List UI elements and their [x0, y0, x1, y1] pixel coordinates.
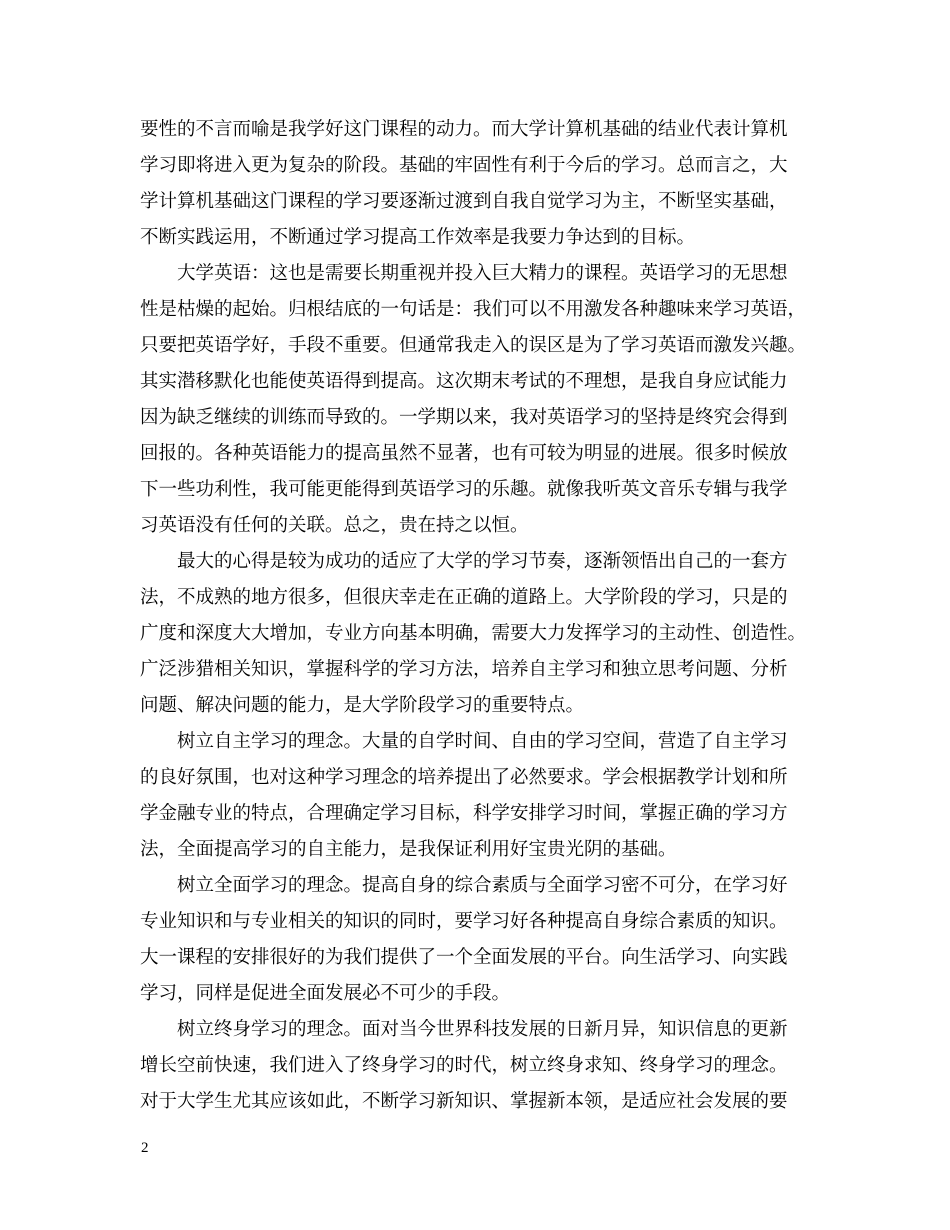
- text-line: 不断实践运用，不断通过学习提高工作效率是我要力争达到的目标。: [140, 227, 696, 248]
- text-line: 广度和深度大大增加，专业方向基本明确，需要大力发挥学习的主动性、创造性。: [140, 623, 807, 644]
- text-line: 学金融专业的特点，合理确定学习目标，科学安排学习时间，掌握正确的学习方: [140, 803, 788, 824]
- text-line: 其实潜移默化也能使英语得到提高。这次期末考试的不理想，是我自身应试能力: [140, 371, 788, 392]
- text-line: 树立自主学习的理念。大量的自学时间、自由的学习空间，营造了自主学习: [140, 731, 788, 752]
- text-line: 问题、解决问题的能力，是大学阶段学习的重要特点。: [140, 695, 585, 716]
- text-line: 法，不成熟的地方很多，但很庆幸走在正确的道路上。大学阶段的学习，只是的: [140, 587, 788, 608]
- text-line: 的良好氛围，也对这种学习理念的培养提出了必然要求。学会根据教学计划和所: [140, 767, 788, 788]
- text-line: 回报的。各种英语能力的提高虽然不显著，也有可较为明显的进展。很多时候放: [140, 443, 788, 464]
- text-line: 广泛涉猎相关知识，掌握科学的学习方法，培养自主学习和独立思考问题、分析: [140, 659, 788, 680]
- text-line: 只要把英语学好，手段不重要。但通常我走入的误区是为了学习英语而激发兴趣。: [140, 335, 807, 356]
- text-line: 学计算机基础这门课程的学习要逐渐过渡到自我自觉学习为主，不断坚实基础，: [140, 191, 788, 212]
- text-line: 习英语没有任何的关联。总之，贵在持之以恒。: [140, 515, 529, 536]
- text-line: 学习，同样是促进全面发展必不可少的手段。: [140, 983, 511, 1004]
- text-line: 因为缺乏继续的训练而导致的。一学期以来，我对英语学习的坚持是终究会得到: [140, 407, 788, 428]
- text-line: 学习即将进入更为复杂的阶段。基础的牢固性有利于今后的学习。总而言之，大: [140, 155, 788, 176]
- text-line: 下一些功利性，我可能更能得到英语学习的乐趣。就像我听英文音乐专辑与我学: [140, 479, 788, 500]
- text-line: 专业知识和与专业相关的知识的同时，要学习好各种提高自身综合素质的知识。: [140, 911, 788, 932]
- page-number: 2: [141, 1140, 149, 1156]
- text-line: 性是枯燥的起始。归根结底的一句话是：我们可以不用激发各种趣味来学习英语，: [140, 299, 807, 320]
- text-line: 树立终身学习的理念。面对当今世界科技发展的日新月异，知识信息的更新: [140, 1019, 788, 1040]
- text-line: 增长空前快速，我们进入了终身学习的时代，树立终身求知、终身学习的理念。: [140, 1055, 788, 1076]
- text-line: 大一课程的安排很好的为我们提供了一个全面发展的平台。向生活学习、向实践: [140, 947, 788, 968]
- text-line: 树立全面学习的理念。提高自身的综合素质与全面学习密不可分，在学习好: [140, 875, 788, 896]
- text-line: 要性的不言而喻是我学好这门课程的动力。而大学计算机基础的结业代表计算机: [140, 119, 788, 140]
- text-line: 大学英语：这也是需要长期重视并投入巨大精力的课程。英语学习的无思想: [140, 263, 788, 284]
- text-line: 对于大学生尤其应该如此，不断学习新知识、掌握新本领，是适应社会发展的要: [140, 1091, 788, 1112]
- text-line: 最大的心得是较为成功的适应了大学的学习节奏，逐渐领悟出自己的一套方: [140, 551, 788, 572]
- text-line: 法，全面提高学习的自主能力，是我保证利用好宝贵光阴的基础。: [140, 839, 677, 860]
